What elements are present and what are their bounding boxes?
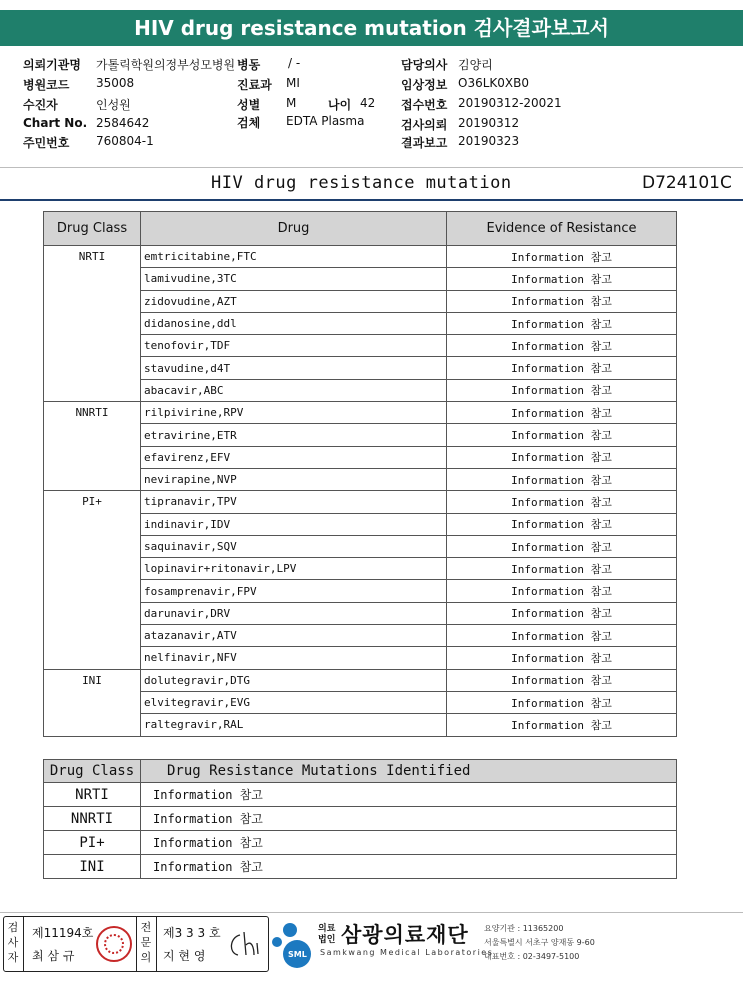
divider: [0, 912, 743, 913]
receipt-label: 접수번호: [401, 98, 448, 112]
evidence-cell: Information 참고: [447, 580, 677, 602]
specialist-license: 제3 3 3 호: [163, 926, 221, 940]
org-english-name: Samkwang Medical Laboratories: [320, 948, 494, 957]
divider: [0, 167, 743, 168]
evidence-cell: Information 참고: [447, 268, 677, 290]
report-title: HIV drug resistance mutation 검사결과보고서: [0, 10, 743, 46]
header-mutations: Drug Resistance Mutations Identified: [141, 760, 677, 783]
evidence-cell: Information 참고: [447, 669, 677, 691]
evidence-cell: Information 참고: [447, 357, 677, 379]
chart-label: Chart No.: [23, 116, 88, 130]
mutations-table: [43, 759, 677, 879]
request-value: 20190312: [458, 116, 520, 130]
evidence-cell: Information 참고: [447, 513, 677, 535]
examiner-seal-icon: [96, 926, 132, 962]
org-address: 서울특별시 서초구 양재동 9-60: [484, 938, 595, 947]
drug-cell: abacavir,ABC: [141, 379, 447, 401]
evidence-cell: Information 참고: [447, 246, 677, 268]
request-label: 검사의뢰: [401, 118, 448, 132]
ward-label: 병동: [237, 58, 261, 72]
drug-class-cell: NNRTI: [44, 807, 141, 831]
report-label: 결과보고: [401, 136, 448, 150]
evidence-cell: Information 참고: [447, 625, 677, 647]
age-label: 나이: [328, 98, 352, 112]
drug-cell: lamivudine,3TC: [141, 268, 447, 290]
evidence-cell: Information 참고: [447, 446, 677, 468]
drug-class-cell: INI: [44, 669, 141, 736]
evidence-cell: Information 참고: [447, 714, 677, 736]
drug-class-cell: NRTI: [44, 246, 141, 402]
sex-label: 성별: [237, 98, 261, 112]
signature-icon: [224, 927, 262, 961]
evidence-cell: Information 참고: [447, 647, 677, 669]
drug-cell: atazanavir,ATV: [141, 625, 447, 647]
evidence-cell: Information 참고: [447, 691, 677, 713]
institution-label: 의뢰기관명: [23, 58, 81, 72]
table-row: [44, 669, 677, 691]
table-row: [44, 491, 677, 513]
drug-cell: tenofovir,TDF: [141, 335, 447, 357]
drug-cell: efavirenz,EFV: [141, 446, 447, 468]
dept-label: 진료과: [237, 78, 272, 92]
examiner-license: 제11194호: [32, 926, 94, 940]
drug-cell: stavudine,d4T: [141, 357, 447, 379]
evidence-cell: Information 참고: [447, 602, 677, 624]
org-type: 의료 법인: [318, 924, 336, 945]
resident-label: 주민번호: [23, 136, 70, 150]
drug-cell: rilpivirine,RPV: [141, 402, 447, 424]
drug-cell: nevirapine,NVP: [141, 468, 447, 490]
header-drug-class: Drug Class: [44, 212, 141, 246]
resident-value: 760804-1: [96, 134, 154, 148]
mutation-cell: Information 참고: [141, 831, 677, 855]
section-title: HIV drug resistance mutation: [211, 173, 512, 193]
drug-class-cell: PI+: [44, 831, 141, 855]
drug-cell: emtricitabine,FTC: [141, 246, 447, 268]
evidence-cell: Information 참고: [447, 312, 677, 334]
sex-value: M: [286, 96, 297, 110]
examiner-label: 검 사 자: [7, 921, 19, 964]
doctor-label: 담당의사: [401, 58, 448, 72]
evidence-cell: Information 참고: [447, 491, 677, 513]
specialist-name: 지 현 영: [163, 949, 206, 963]
drug-cell: etravirine,ETR: [141, 424, 447, 446]
institution-value: 가톨릭학원의정부성모병원: [96, 58, 236, 72]
table-row: [44, 402, 677, 424]
drug-cell: tipranavir,TPV: [141, 491, 447, 513]
clinical-label: 임상정보: [401, 78, 448, 92]
drug-cell: indinavir,IDV: [141, 513, 447, 535]
drug-class-cell: NNRTI: [44, 402, 141, 491]
mutation-cell: Information 참고: [141, 855, 677, 879]
examiner-name: 최 삼 규: [32, 949, 75, 963]
evidence-cell: Information 참고: [447, 335, 677, 357]
doctor-value: 김양리: [458, 58, 493, 72]
test-code: D724101C: [642, 173, 732, 193]
hospital-code-label: 병원코드: [23, 78, 70, 92]
examinee-value: 인성원: [96, 98, 131, 112]
receipt-value: 20190312-20021: [458, 96, 562, 110]
org-name: 삼광의료재단: [341, 923, 469, 947]
drug-cell: didanosine,ddl: [141, 312, 447, 334]
patient-info: [0, 50, 743, 168]
drug-cell: lopinavir+ritonavir,LPV: [141, 558, 447, 580]
header-drug: Drug: [141, 212, 447, 246]
evidence-cell: Information 참고: [447, 379, 677, 401]
drug-cell: saquinavir,SQV: [141, 535, 447, 557]
drug-cell: darunavir,DRV: [141, 602, 447, 624]
table-row: [44, 783, 677, 807]
drug-cell: nelfinavir,NFV: [141, 647, 447, 669]
evidence-cell: Information 참고: [447, 535, 677, 557]
drug-cell: dolutegravir,DTG: [141, 669, 447, 691]
org-phone: 대표번호 : 02-3497-5100: [484, 952, 580, 961]
table-row: [44, 807, 677, 831]
ward-value: / -: [288, 56, 301, 70]
divider: [0, 199, 743, 201]
age-value: 42: [360, 96, 376, 110]
drug-class-cell: NRTI: [44, 783, 141, 807]
header-evidence: Evidence of Resistance: [447, 212, 677, 246]
drug-evidence-table: [43, 211, 677, 737]
drug-cell: elvitegravir,EVG: [141, 691, 447, 713]
table-row: [44, 855, 677, 879]
hospital-code-value: 35008: [96, 76, 135, 90]
evidence-cell: Information 참고: [447, 558, 677, 580]
mutation-cell: Information 참고: [141, 807, 677, 831]
specialist-label: 전 문 의: [140, 921, 152, 964]
header-drug-class: Drug Class: [44, 760, 141, 783]
evidence-cell: Information 참고: [447, 290, 677, 312]
examinee-label: 수진자: [23, 98, 58, 112]
signature-box: [3, 916, 269, 972]
specimen-label: 검체: [237, 116, 261, 130]
table-row: [44, 246, 677, 268]
report-value: 20190323: [458, 134, 520, 148]
evidence-cell: Information 참고: [447, 424, 677, 446]
evidence-cell: Information 참고: [447, 402, 677, 424]
drug-cell: raltegravir,RAL: [141, 714, 447, 736]
drug-cell: fosamprenavir,FPV: [141, 580, 447, 602]
drug-cell: zidovudine,AZT: [141, 290, 447, 312]
mutation-cell: Information 참고: [141, 783, 677, 807]
drug-class-cell: PI+: [44, 491, 141, 669]
specimen-value: EDTA Plasma: [286, 114, 365, 128]
org-code: 요양기관 : 11365200: [484, 924, 564, 933]
svg-text:SML: SML: [288, 950, 307, 959]
clinical-value: O36LK0XB0: [458, 76, 529, 90]
chart-value: 2584642: [96, 116, 150, 130]
evidence-cell: Information 참고: [447, 468, 677, 490]
dept-value: MI: [286, 76, 300, 90]
table-row: [44, 831, 677, 855]
drug-class-cell: INI: [44, 855, 141, 879]
